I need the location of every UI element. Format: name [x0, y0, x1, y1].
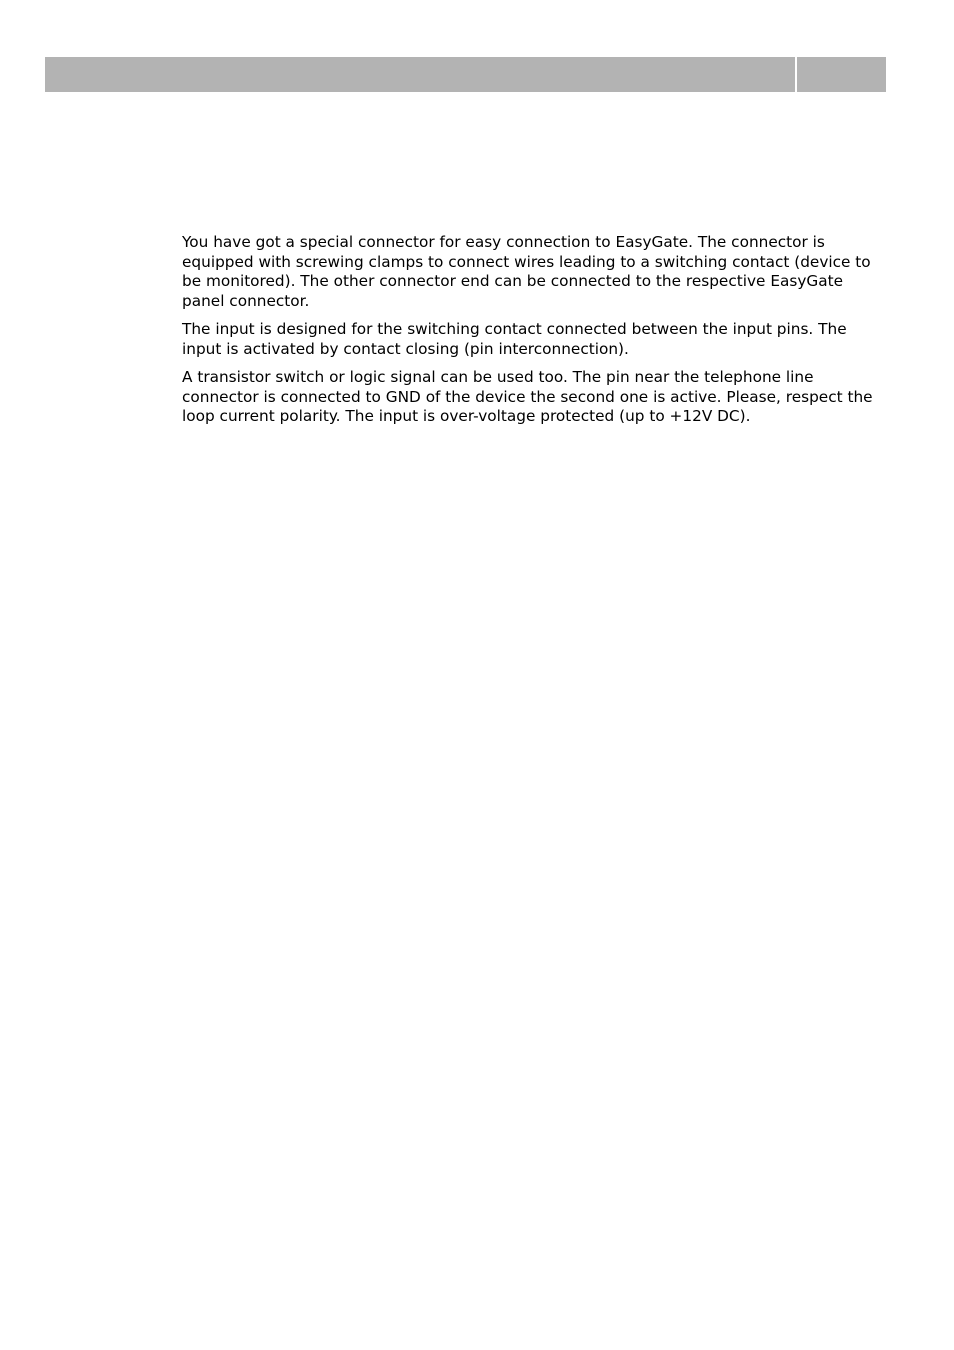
paragraph-input-design: The input is designed for the switching contact connected between the input pins. The input is activated by contact closing (pin interconnection).	[182, 320, 847, 358]
body-text	[182, 233, 890, 436]
paragraph-connector: You have got a special connector for easy connection to EasyGate. The connector is equipped with screwing clamps to connect wires leading to a switching contact (device to be monitored). The other connector end can be connected to the respective EasyGate panel connector.	[182, 233, 871, 310]
header-bar	[45, 57, 795, 92]
paragraph-transistor-switch: A transistor switch or logic signal can be used too. The pin near the telephone line connector is connected to GND of the device the second one is active. Please, respect the loop current polarity. The input is over-voltage protected (up to +12V DC).	[182, 368, 873, 425]
header-page-box	[797, 57, 886, 92]
